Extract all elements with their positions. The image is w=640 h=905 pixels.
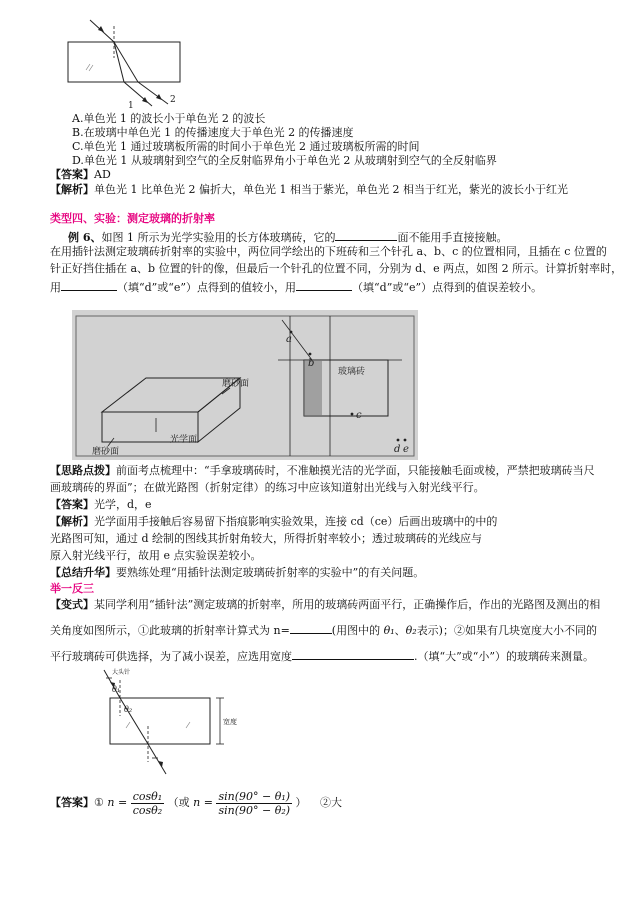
example-line-2: 在用插针法测定玻璃砖折射率的实验中，两位同学绘出的下班砖和三个针孔 a、b、c 的位置相同，且插在 c 位置的 [50, 245, 607, 258]
formula-n: n = [107, 796, 128, 809]
explanation-2-line-2: 光路图可知，通过 d 绘制的图线其折射角较大，所得折射率较小；透过玻璃砖的光线应与 [50, 532, 483, 545]
answer-tag: 【答案】 [50, 498, 94, 511]
theta-2-symbol: θ₂ [405, 624, 417, 637]
blank-face [335, 229, 397, 241]
explanation-2-line-3: 原入射光线平行，故用 e 点实验误差较小。 [50, 549, 262, 562]
explanation-tag: 【解析】 [50, 515, 94, 528]
summary-text: 要熟练处理“用插针法测定玻璃砖折射率的实验中”的有关问题。 [116, 566, 425, 579]
fraction-denominator: sin(90° − θ₂) [218, 803, 291, 817]
answer-3 [50, 786, 342, 820]
example-text-4c: （填“d”或“e”）点得到的值误差较小。 [352, 281, 543, 294]
explanation-1 [50, 183, 568, 197]
option-c: C.单色光 1 通过玻璃板所需的时间小于单色光 2 通过玻璃板所需的时间 [72, 140, 420, 153]
ray-2-inside [114, 42, 138, 82]
answer-tag: 【答案】 [50, 168, 94, 181]
pin-a [290, 331, 293, 334]
variant-text-3a: 平行玻璃砖可供选择，为了减小误差，应选用宽度 [50, 650, 292, 663]
example-line-4 [50, 279, 542, 295]
hint-tag: 【思路点拨】 [50, 464, 116, 477]
pin-e [404, 439, 407, 442]
answer-tag: 【答案】 [50, 796, 94, 809]
example-line-3: 针正好挡住插在 a、b 位置的针的像，但最后一个针孔的位置不同，分别为 d、e 两点，如图 2 所示。计算折射率时， [50, 262, 623, 275]
blank-small-error [296, 279, 352, 291]
theta-1-symbol: θ₁ [383, 624, 395, 637]
summary [50, 566, 424, 580]
example-line-1 [68, 229, 507, 245]
example-label: 例 6、 [68, 231, 102, 244]
theta-1-label: θ₁ [112, 685, 121, 694]
explanation-text-1: 光学面用手接触后容易留下指痕影响实验效果，连接 cd（ce）后画出玻璃中的中的 [94, 515, 498, 528]
variant-tag: 【变式】 [50, 598, 94, 611]
option-d: D.单色光 1 从玻璃射到空气的全反射临界角小于单色光 2 从玻璃射到空气的全反射临界 [72, 154, 497, 167]
practice-title: 举一反三 [50, 582, 94, 595]
refraction-diagram-bottom [90, 666, 250, 776]
frosted-face-label-bottom: 磨砂面 [92, 447, 120, 457]
pin-label: 大头针 [112, 669, 131, 676]
explanation-text: 单色光 1 比单色光 2 偏折大，单色光 1 相当于紫光，单色光 2 相当于红光，紫光的波长小于红光 [94, 183, 568, 196]
variant-text-2b: (用图中的 [331, 624, 381, 637]
answer-1 [50, 168, 111, 182]
hatch-mark [126, 722, 130, 728]
ray-label-2: 2 [170, 95, 176, 105]
example-text-1b: 面不能用手直接接触。 [397, 231, 508, 244]
variant-line-2 [50, 622, 597, 638]
glass-slab [68, 42, 180, 82]
answer-text: 光学，d，e [94, 498, 152, 511]
answer-text: AD [94, 168, 111, 181]
ray-1-inside [114, 42, 124, 82]
answer-2 [50, 498, 152, 512]
blank-width [292, 648, 414, 660]
answer-or: （或 [167, 796, 190, 809]
variant-text-2a: 关角度如图所示，①此玻璃的折射率计算式为 n= [50, 624, 290, 637]
option-a: A.单色光 1 的波长小于单色光 2 的波长 [72, 112, 266, 125]
arrowhead [98, 26, 104, 32]
pin-c [351, 413, 354, 416]
variant-line-1 [50, 598, 600, 612]
pin-b [309, 353, 312, 356]
fraction-denominator: cosθ₂ [132, 803, 163, 817]
hatch-mark [186, 722, 190, 728]
section-title: 类型四、实验：测定玻璃的折射率 [50, 212, 215, 225]
experiment-photo [72, 310, 418, 460]
summary-tag: 【总结升华】 [50, 566, 116, 579]
hint-line-2: 画玻璃砖的界面”；在做光路图（折射定律）的练习中应该知道射出光线与入射光线平行。 [50, 481, 485, 494]
example-text-4b: （填“d”或“e”）点得到的值较小，用 [117, 281, 297, 294]
frosted-face-label-top: 磨砂面 [222, 379, 250, 389]
hint-text-1: 前面考点梳理中：“手拿玻璃砖时，不准触摸光洁的光学面，只能接触毛面或棱，严禁把玻璃砖当尺 [116, 464, 595, 477]
optical-face-label: 光学面 [170, 435, 198, 445]
fraction-numerator: cosθ₁ [132, 789, 163, 803]
formula-n-alt: n = [193, 796, 213, 809]
arrowhead [158, 761, 163, 767]
fraction-sin [216, 790, 292, 817]
answer-circle-2: ②大 [320, 796, 343, 809]
pin-label-b: b [308, 358, 315, 369]
variant-text-2d: 表示)；②如果有几块宽度大小不同的 [416, 624, 597, 637]
arrowhead [156, 94, 162, 100]
variant-text-2c: 、 [394, 624, 406, 637]
variant-line-3 [50, 648, 594, 664]
emergent-ray [148, 744, 166, 774]
glass-brick-label: 玻璃砖 [338, 367, 366, 377]
ray-label-1: 1 [128, 101, 134, 110]
explanation-2-line-1 [50, 515, 497, 529]
pin-label-e: e [403, 444, 409, 455]
option-b: B.在玻璃中单色光 1 的传播速度大于单色光 2 的传播速度 [72, 126, 354, 139]
blank-formula [290, 622, 332, 634]
hint-line-1 [50, 464, 595, 478]
variant-text-1: 某同学利用“插针法”测定玻璃的折射率，所用的玻璃砖两面平行，正确操作后，作出的光路图及测出的相 [94, 598, 601, 611]
refraction-diagram-top [60, 18, 200, 110]
explanation-tag: 【解析】 [50, 183, 94, 196]
pin-d [397, 439, 400, 442]
pin-label-d: d [394, 444, 401, 455]
example-text-4a: 用 [50, 281, 61, 294]
hatch-mark [89, 65, 93, 71]
theta-2-label: θ₂ [124, 705, 133, 714]
answer-circle-1: ① [94, 796, 104, 809]
fraction-cos [131, 790, 164, 817]
variant-text-3b: .（填“大”或“小”）的玻璃砖来测量。 [414, 650, 594, 663]
hatch-mark [86, 64, 90, 70]
blank-small-value [61, 279, 117, 291]
fraction-numerator: sin(90° − θ₁) [218, 789, 291, 803]
example-text-1a: 如图 1 所示为光学实验用的长方体玻璃砖，它的 [101, 231, 336, 244]
width-label: 宽度 [223, 718, 237, 726]
glass-block-and-pinhole-figure [72, 310, 418, 460]
pin-label-c: c [356, 410, 362, 421]
answer-close: ） [295, 796, 307, 809]
pin-label-a: a [286, 334, 292, 345]
